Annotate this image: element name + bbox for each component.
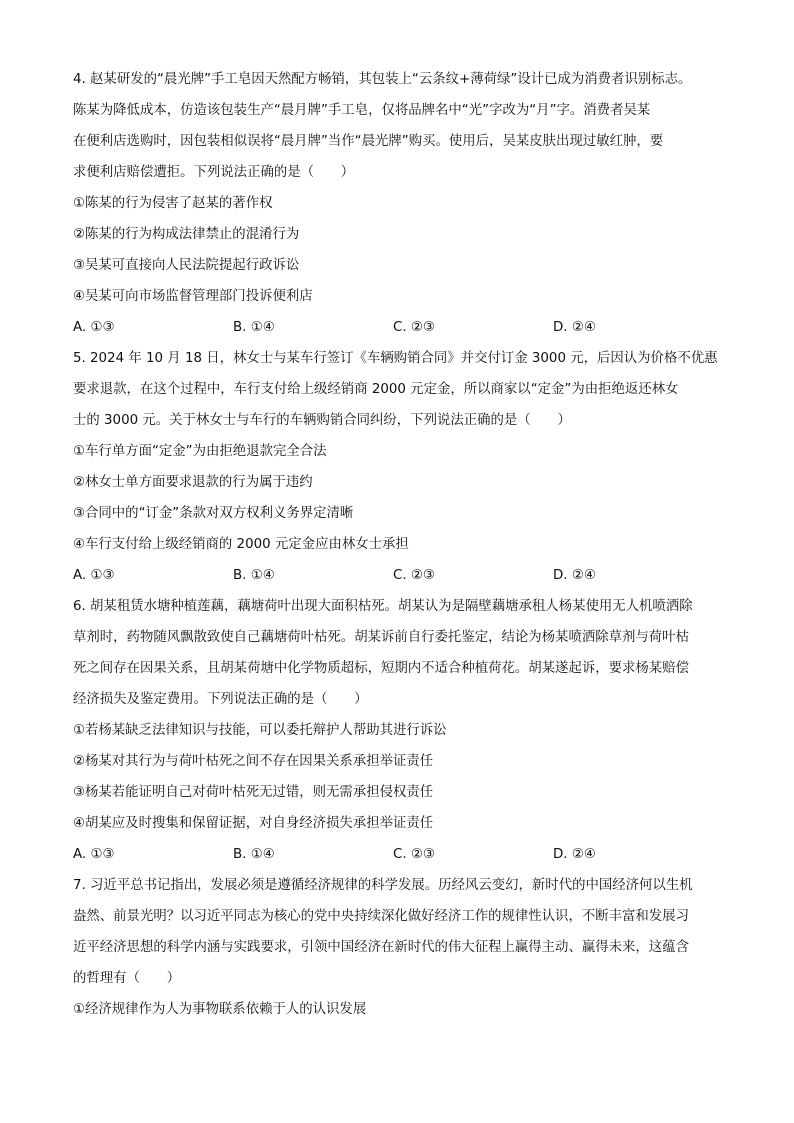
statement-item: ①经济规律作为人为事物联系依赖于人的认识发展 [73, 1002, 367, 1017]
statement-item: ③杨某若能证明自己对荷叶枯死无过错，则无需承担侵权责任 [73, 785, 434, 800]
question-stem-line: 4. 赵某研发的“晨光牌”手工皂因天然配方畅销，其包装上“云条纹+薄荷绿”设计已成为消费者识别标志。 [73, 72, 692, 87]
question-stem-line: 盎然、前景光明？以习近平同志为核心的党中央持续深化做好经济工作的规律性认识，不断丰富和发展习 [73, 909, 689, 924]
question-stem-line: 6. 胡某租赁水塘种植莲藕，藕塘荷叶出现大面积枯死。胡某认为是隔壁藕塘承租人杨某使用无人机喷洒除 [73, 599, 693, 614]
answer-options [73, 560, 725, 591]
answer-option[interactable]: B. ①④ [233, 320, 275, 335]
answer-option[interactable]: C. ②③ [393, 568, 435, 583]
statement-item: ③吴某可直接向人民法院提起行政诉讼 [73, 258, 300, 273]
statement-item: ②杨某对其行为与荷叶枯死之间不存在因果关系承担举证责任 [73, 754, 434, 769]
answer-option[interactable]: B. ①④ [233, 847, 275, 862]
statement-item: ③合同中的“订金”条款对双方权利义务界定清晰 [73, 506, 354, 521]
question-stem-line: 近平经济思想的科学内涵与实践要求，引领中国经济在新时代的伟大征程上赢得主动、赢得未来，这蕴含 [73, 940, 689, 955]
question-stem-line: 草剂时，药物随风飘散致使自己藕塘荷叶枯死。胡某诉前自行委托鉴定，结论为杨某喷洒除草剂与荷叶枯 [73, 630, 689, 645]
statement-item: ④胡某应及时搜集和保留证据，对自身经济损失承担举证责任 [73, 816, 434, 831]
answer-option[interactable]: A. ①③ [73, 847, 115, 862]
question-stem-line: 经济损失及鉴定费用。下列说法正确的是（ ） [73, 692, 368, 707]
question-stem-line: 死之间存在因果关系，且胡某荷塘中化学物质超标，短期内不适合种植荷花。胡某遂起诉，要求杨某赔偿 [73, 661, 689, 676]
answer-option[interactable]: C. ②③ [393, 847, 435, 862]
answer-option[interactable]: D. ②④ [553, 320, 596, 335]
statement-item: ②林女士单方面要求退款的行为属于违约 [73, 475, 313, 490]
question-stem-line: 的哲理有（ ） [73, 971, 181, 986]
question-5 [73, 343, 725, 591]
statement-item: ④吴某可向市场监督管理部门投诉便利店 [73, 289, 313, 304]
question-list [73, 64, 725, 1025]
statement-item: ②陈某的行为构成法律禁止的混淆行为 [73, 227, 300, 242]
question-stem-line: 在便利店选购时，因包装相似误将“晨月牌”当作“晨光牌”购买。使用后，吴某皮肤出现过敏红肿，要 [73, 134, 664, 149]
question-stem-line: 要求退款，在这个过程中，车行支付给上级经销商 2000 元定金，所以商家以“定金”为由拒绝返还林女 [73, 382, 679, 397]
answer-option[interactable]: B. ①④ [233, 568, 275, 583]
question-stem-line: 陈某为降低成本，仿造该包装生产“晨月牌”手工皂，仅将品牌名中“光”字改为“月”字。消费者吴某 [73, 103, 651, 118]
statement-item: ①车行单方面“定金”为由拒绝退款完全合法 [73, 444, 327, 459]
statement-item: ①若杨某缺乏法律知识与技能，可以委托辩护人帮助其进行诉讼 [73, 723, 447, 738]
question-6 [73, 591, 725, 870]
answer-options [73, 312, 725, 343]
answer-options [73, 839, 725, 870]
answer-option[interactable]: D. ②④ [553, 568, 596, 583]
question-4 [73, 64, 725, 343]
statement-item: ④车行支付给上级经销商的 2000 元定金应由林女士承担 [73, 537, 409, 552]
statement-item: ①陈某的行为侵害了赵某的著作权 [73, 196, 273, 211]
answer-option[interactable]: D. ②④ [553, 847, 596, 862]
question-stem-line: 5. 2024 年 10 月 18 日，林女士与某车行签订《车辆购销合同》并交付订金 3000 元，后因认为价格不优惠 [73, 351, 718, 366]
question-stem-line: 求便利店赔偿遭拒。下列说法正确的是（ ） [73, 165, 355, 180]
question-stem-line: 士的 3000 元。关于林女士与车行的车辆购销合同纠纷，下列说法正确的是（ ） [73, 413, 571, 428]
answer-option[interactable]: A. ①③ [73, 568, 115, 583]
answer-option[interactable]: C. ②③ [393, 320, 435, 335]
question-7 [73, 870, 725, 1025]
answer-option[interactable]: A. ①③ [73, 320, 115, 335]
question-stem-line: 7. 习近平总书记指出，发展必须是遵循经济规律的科学发展。历经风云变幻，新时代的中国经济何以生机 [73, 878, 693, 893]
